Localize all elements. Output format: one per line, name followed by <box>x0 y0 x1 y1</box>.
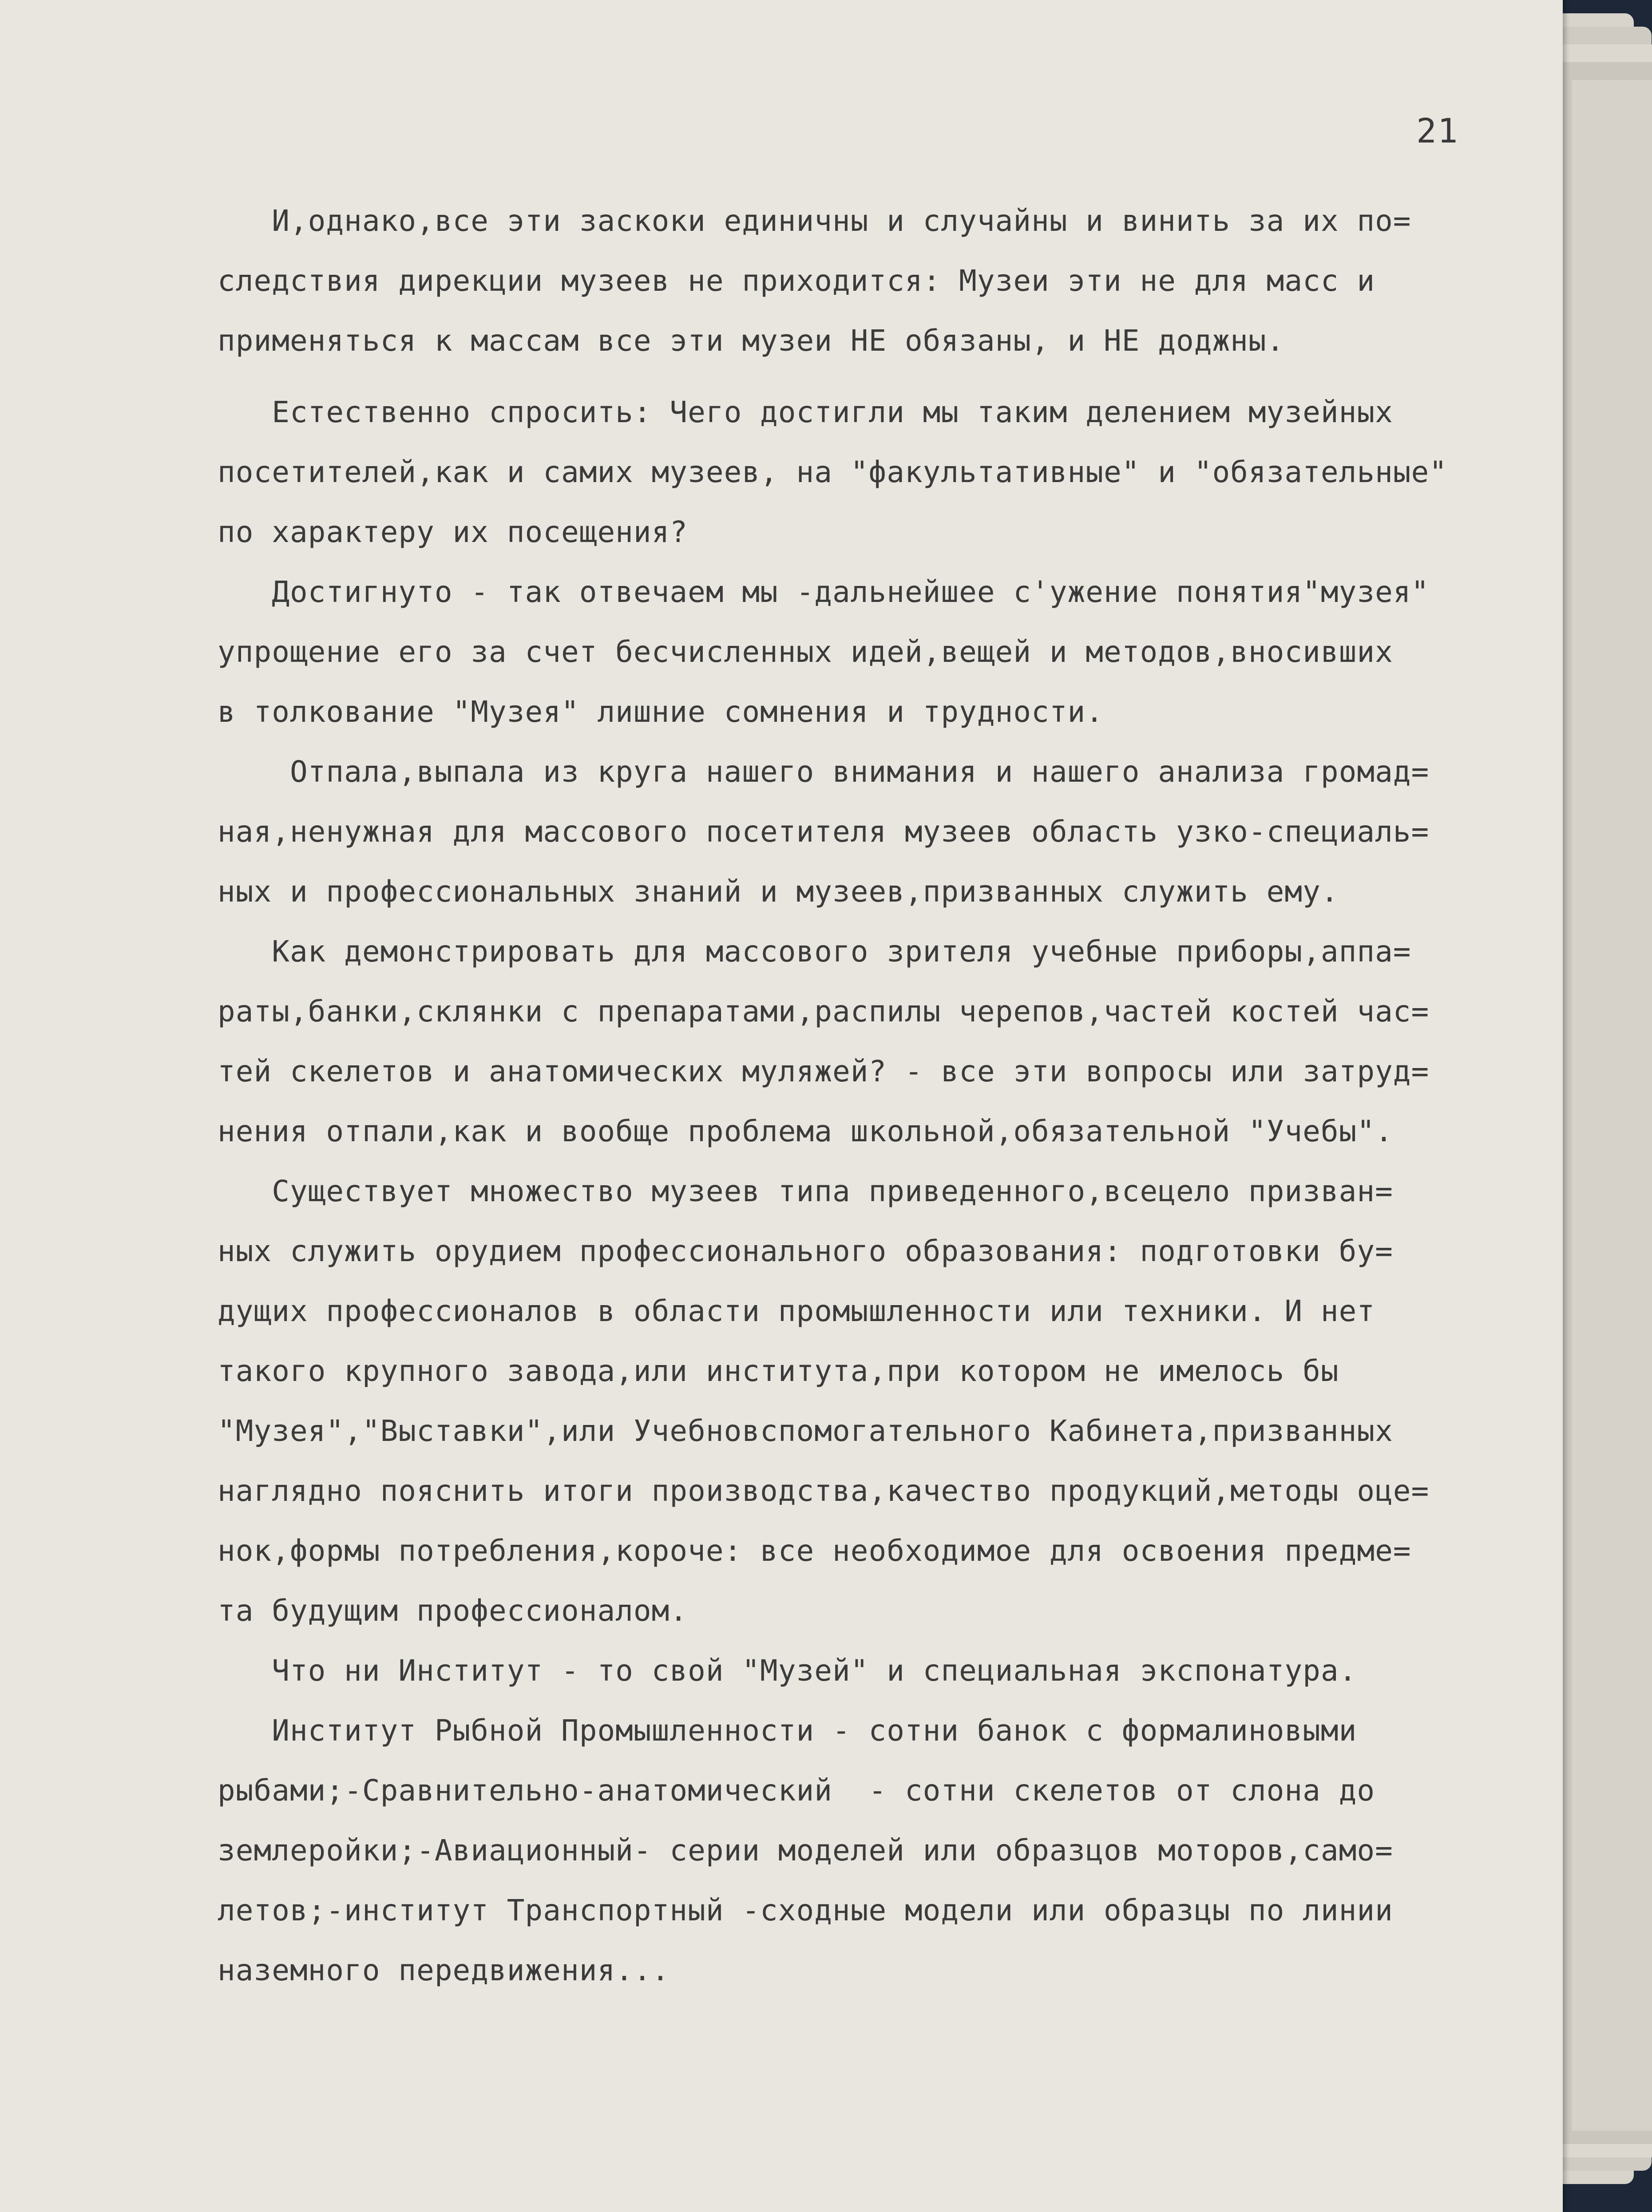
text-line: нок,формы потребления,короче: все необходимое для освоения предме= <box>218 1534 1411 1568</box>
text-line: ных служить орудием профессионального образования: подготовки бу= <box>218 1234 1393 1268</box>
text-line: ная,ненужная для массового посетителя музеев область узко-специаль= <box>218 815 1430 849</box>
page-stack-edge <box>1572 80 1652 2131</box>
text-line: наглядно пояснить итоги производства,качество продукций,методы оце= <box>218 1474 1430 1508</box>
text-line: применяться к массам все эти музеи НЕ обязаны, и НЕ доджны. <box>218 324 1285 358</box>
text-line: Естественно спросить: Чего достигли мы таким делением музейных <box>218 395 1393 429</box>
text-line: И,однако,все эти заскоки единичны и случайны и винить за их по= <box>218 204 1411 238</box>
text-line: тей скелетов и анатомических муляжей? - все эти вопросы или затруд= <box>218 1054 1430 1088</box>
text-line: наземного передвижения... <box>218 1953 670 1987</box>
page-body <box>218 191 1549 2000</box>
text-line: землеройки;-Авиационный- серии моделей или образцов моторов,само= <box>218 1833 1393 1868</box>
text-line: летов;-институт Транспортный -сходные модели или образцы по линии <box>218 1893 1393 1927</box>
page-number: 21 <box>1416 111 1459 150</box>
text-line: упрощение его за счет бесчисленных идей,вещей и методов,вносивших <box>218 635 1393 669</box>
text-line: рыбами;-Сравнительно-анатомический - сотни скелетов от слона до <box>218 1773 1375 1808</box>
text-line: в толкование "Музея" лишние сомнения и трудности. <box>218 695 1104 729</box>
text-line: "Музея","Выставки",или Учебновспомогательного Кабинета,призванных <box>218 1414 1393 1448</box>
text-line: Как демонстрировать для массового зрителя учебные приборы,аппа= <box>218 934 1411 969</box>
text-line: по характеру их посещения? <box>218 515 688 549</box>
text-line: такого крупного завода,или института,при котором не имелось бы <box>218 1354 1339 1388</box>
text-line: Достигнуто - так отвечаем мы -дальнейшее с'ужение понятия"музея" <box>218 575 1430 609</box>
text-line: та будущим профессионалом. <box>218 1594 688 1628</box>
text-line: Институт Рыбной Промышленности - сотни банок с формалиновыми <box>218 1713 1357 1748</box>
text-line: нения отпали,как и вообще проблема школьной,обязательной "Учебы". <box>218 1114 1393 1148</box>
text-line: Существует множество музеев типа приведенного,всецело призван= <box>218 1174 1393 1208</box>
text-line: Отпала,выпала из круга нашего внимания и нашего анализа громад= <box>218 755 1430 789</box>
text-line: следствия дирекции музеев не приходится: Музеи эти не для масс и <box>218 264 1375 298</box>
text-line: дущих профессионалов в области промышленности или техники. И нет <box>218 1294 1375 1328</box>
text-line: Что ни Институт - то свой "Музей" и специальная экспонатура. <box>218 1654 1357 1688</box>
text-line: посетителей,как и самих музеев, на "факультативные" и "обязательные" <box>218 455 1448 489</box>
text-line: ных и профессиональных знаний и музеев,призванных служить ему. <box>218 875 1339 909</box>
text-line: раты,банки,склянки с препаратами,распилы черепов,частей костей час= <box>218 994 1430 1029</box>
